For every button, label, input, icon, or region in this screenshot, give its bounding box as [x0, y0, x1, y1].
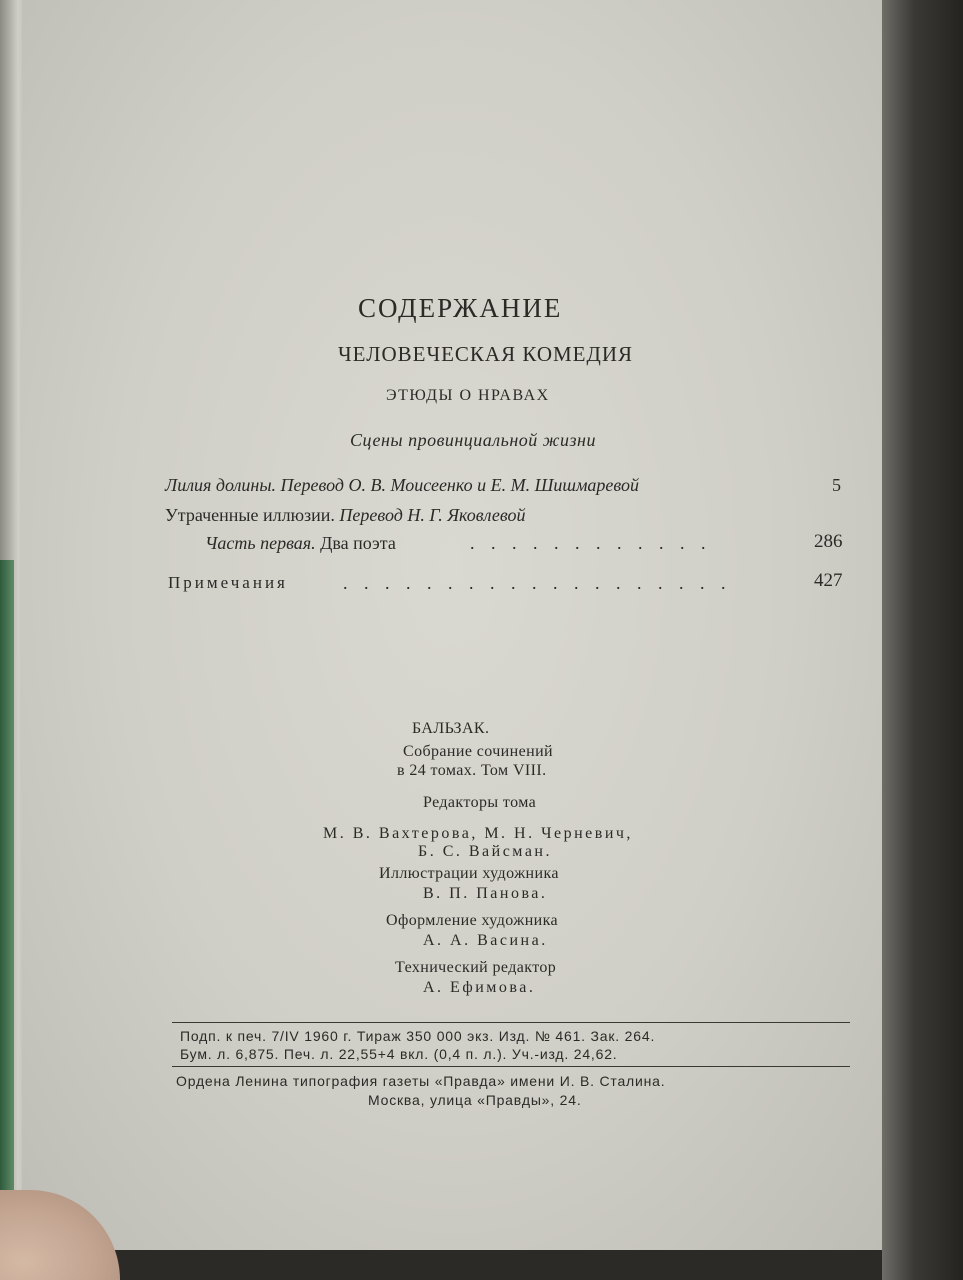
imprint-designer: А. А. Васина.	[423, 932, 548, 949]
imprint-illustrations-label: Иллюстрации художника	[379, 865, 559, 882]
toc-entry	[205, 533, 396, 554]
toc-title: СОДЕРЖАНИЕ	[358, 293, 563, 323]
imprint-tech-editor: А. Ефимова.	[423, 979, 536, 996]
print-info-line: Бум. л. 6,875. Печ. л. 22,55+4 вкл. (0,4 п. л.). Уч.-изд. 24,62.	[180, 1046, 618, 1062]
entry-title: Утраченные иллюзии.	[165, 505, 335, 525]
section-title: ЧЕЛОВЕЧЕСКАЯ КОМЕДИЯ	[338, 342, 633, 366]
entry-title: Лилия долины.	[165, 475, 277, 495]
imprint-author: БАЛЬЗАК.	[412, 720, 490, 737]
imprint-editors: Б. С. Вайсман.	[418, 843, 552, 860]
divider	[172, 1066, 850, 1067]
print-info-line: Подп. к печ. 7/IV 1960 г. Тираж 350 000 экз. Изд. № 461. Зак. 264.	[180, 1028, 656, 1044]
printer-line: Ордена Ленина типография газеты «Правда» имени И. В. Сталина.	[176, 1073, 666, 1089]
book-spine-shadow	[882, 0, 963, 1280]
toc-entry	[165, 475, 639, 496]
imprint-editors: М. В. Вахтерова, М. Н. Черневич,	[323, 825, 633, 842]
toc-entry	[165, 505, 525, 526]
entry-page: 427	[814, 570, 843, 591]
entry-page: 5	[832, 475, 841, 495]
entry-title: Часть первая.	[205, 533, 316, 553]
entry-subtitle: Два поэта	[320, 533, 396, 553]
leader-dots: . . . . . . . . . . . . . . . . . . .	[343, 573, 732, 593]
leader-dots: . . . . . . . . . . . .	[470, 533, 712, 553]
imprint-tech-editor-label: Технический редактор	[395, 959, 557, 976]
imprint-work: Собрание сочинений	[403, 743, 553, 760]
printer-address: Москва, улица «Правды», 24.	[368, 1092, 582, 1108]
entry-translator: Перевод Н. Г. Яковлевой	[339, 505, 526, 525]
toc-entry-notes: Примечания	[168, 573, 288, 592]
imprint-volume: в 24 томах. Том VIII.	[397, 762, 547, 779]
entry-page: 286	[814, 531, 843, 552]
book-page	[22, 0, 882, 1250]
imprint-design-label: Оформление художника	[386, 912, 559, 929]
subsection-subtitle: Сцены провинциальной жизни	[350, 430, 596, 450]
divider	[172, 1022, 850, 1023]
entry-translator: Перевод О. В. Моисеенко и Е. М. Шишмаревой	[280, 475, 639, 495]
imprint-illustrator: В. П. Панова.	[423, 885, 548, 902]
imprint-editors-label: Редакторы тома	[423, 794, 537, 811]
cover-edge	[0, 560, 14, 1200]
subsection-title: ЭТЮДЫ О НРАВАХ	[386, 387, 550, 404]
